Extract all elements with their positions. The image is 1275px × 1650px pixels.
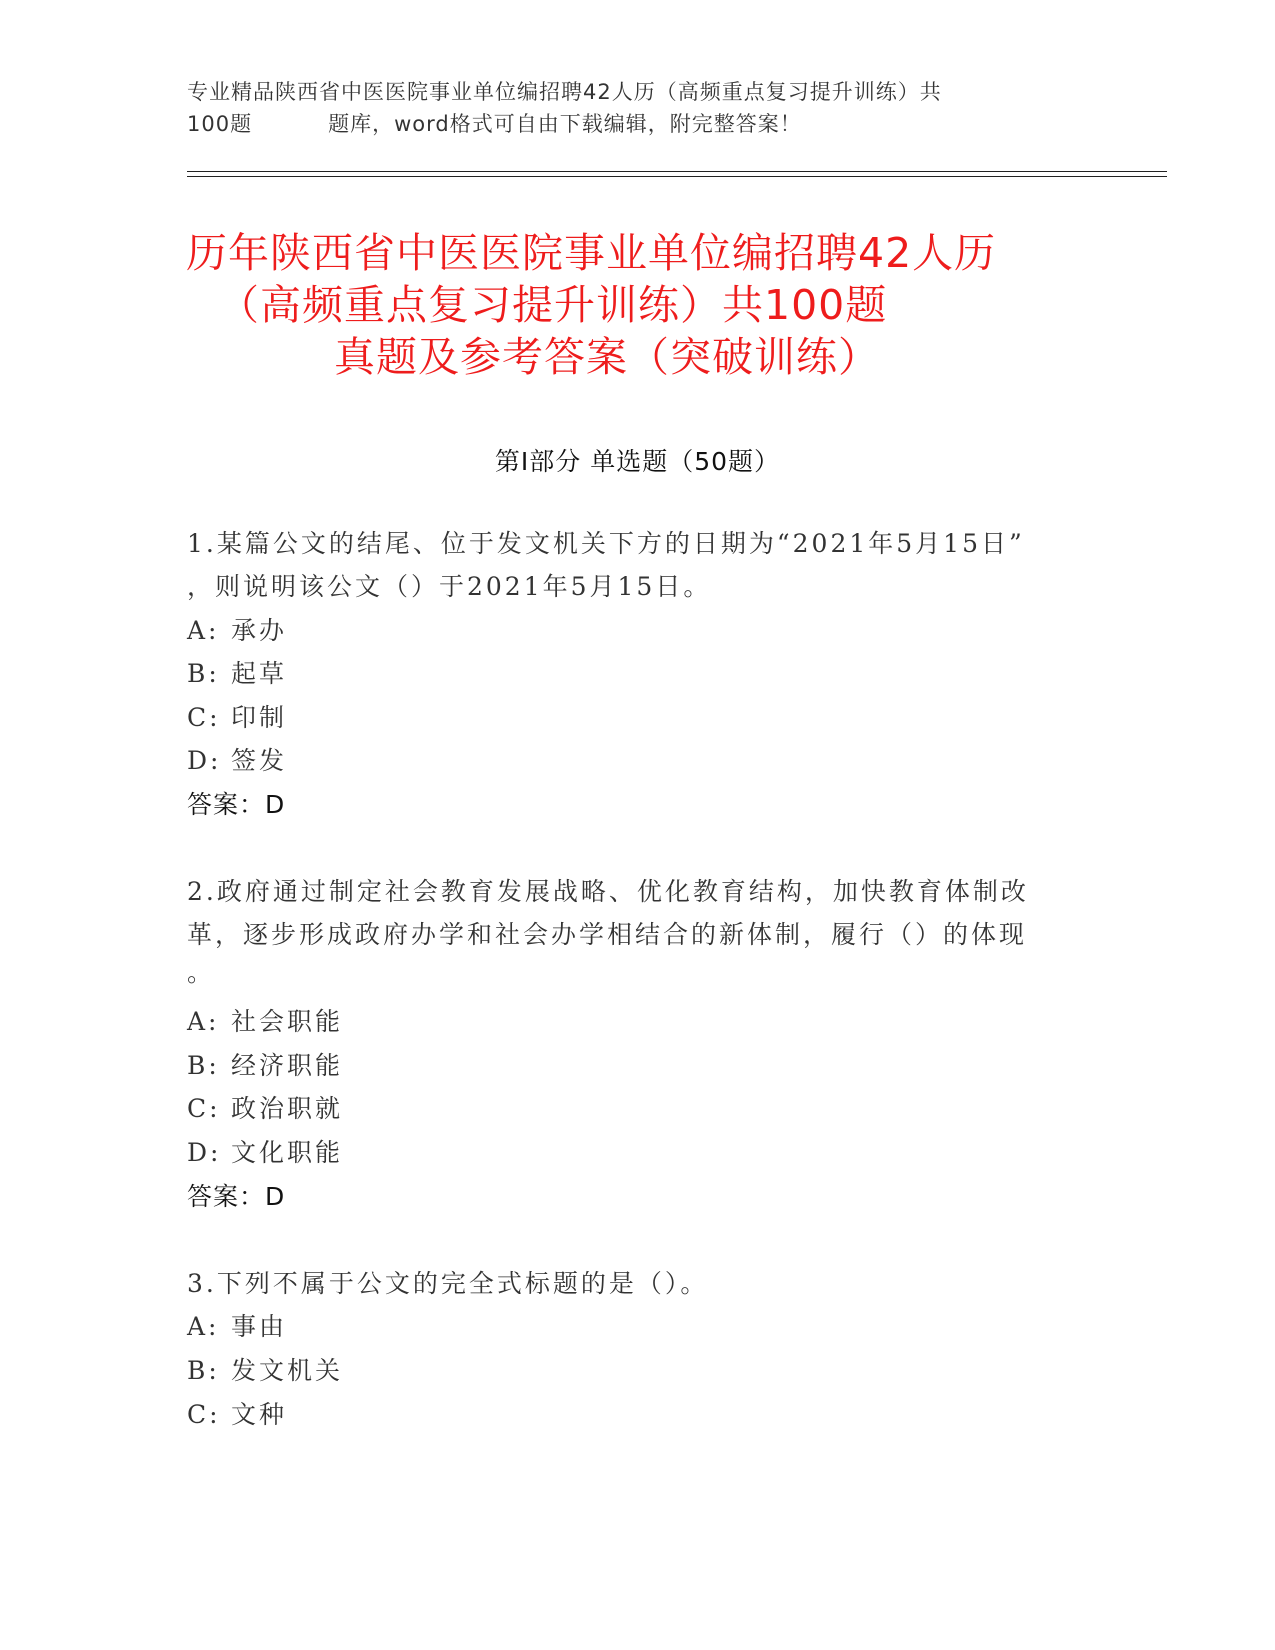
question-2-option-a: A: 社会职能 <box>187 1007 344 1036</box>
header-rule-top <box>187 171 1167 172</box>
question-1-option-c: C: 印制 <box>187 703 288 732</box>
question-2-text-line-3: 。 <box>187 958 216 987</box>
question-3-text-line-1: 3.下列不属于公文的完全式标题的是（）。 <box>187 1269 709 1298</box>
question-2-option-d: D: 文化职能 <box>187 1138 344 1167</box>
header-line-2 <box>187 108 1167 138</box>
section-title: 第Ⅰ部分 单选题（50题） <box>494 447 781 476</box>
question-3-option-c: C: 文种 <box>187 1400 288 1429</box>
question-2-answer: 答案：D <box>187 1182 286 1211</box>
header-rule-bottom <box>187 176 1167 177</box>
question-2-text-line-2: 革，逐步形成政府办学和社会办学相结合的新体制，履行（）的体现 <box>187 920 1028 949</box>
question-3-option-a: A: 事由 <box>187 1312 288 1341</box>
title-line-1: 历年陕西省中医医院事业单位编招聘42人历 <box>186 229 997 277</box>
question-2-option-c: C: 政治职就 <box>187 1094 344 1123</box>
question-1-option-b: B: 起草 <box>187 659 288 688</box>
title-line-3: 真题及参考答案（突破训练） <box>334 333 880 381</box>
question-2-text-line-1: 2.政府通过制定社会教育发展战略、优化教育结构，加快教育体制改 <box>187 877 1029 906</box>
header-line-1: 专业精品陕西省中医医院事业单位编招聘42人历（高频重点复习提升训练）共 <box>187 80 942 104</box>
question-1-text-line-2: ，则说明该公文（）于2021年5月15日。 <box>187 572 712 601</box>
question-2-option-b: B: 经济职能 <box>187 1051 344 1080</box>
question-1-text-line-1: 1.某篇公文的结尾、位于发文机关下方的日期为“2021年5月15日” <box>187 529 1025 558</box>
title-line-2: （高频重点复习提升训练）共100题 <box>218 281 888 329</box>
question-3-option-b: B: 发文机关 <box>187 1356 344 1385</box>
header-note: 题库，word格式可自由下载编辑，附完整答案！ <box>328 112 802 136</box>
question-1-option-d: D: 签发 <box>187 746 288 775</box>
header-count: 100题 <box>187 112 253 136</box>
question-1-option-a: A: 承办 <box>187 616 288 645</box>
question-1-answer: 答案：D <box>187 790 286 819</box>
